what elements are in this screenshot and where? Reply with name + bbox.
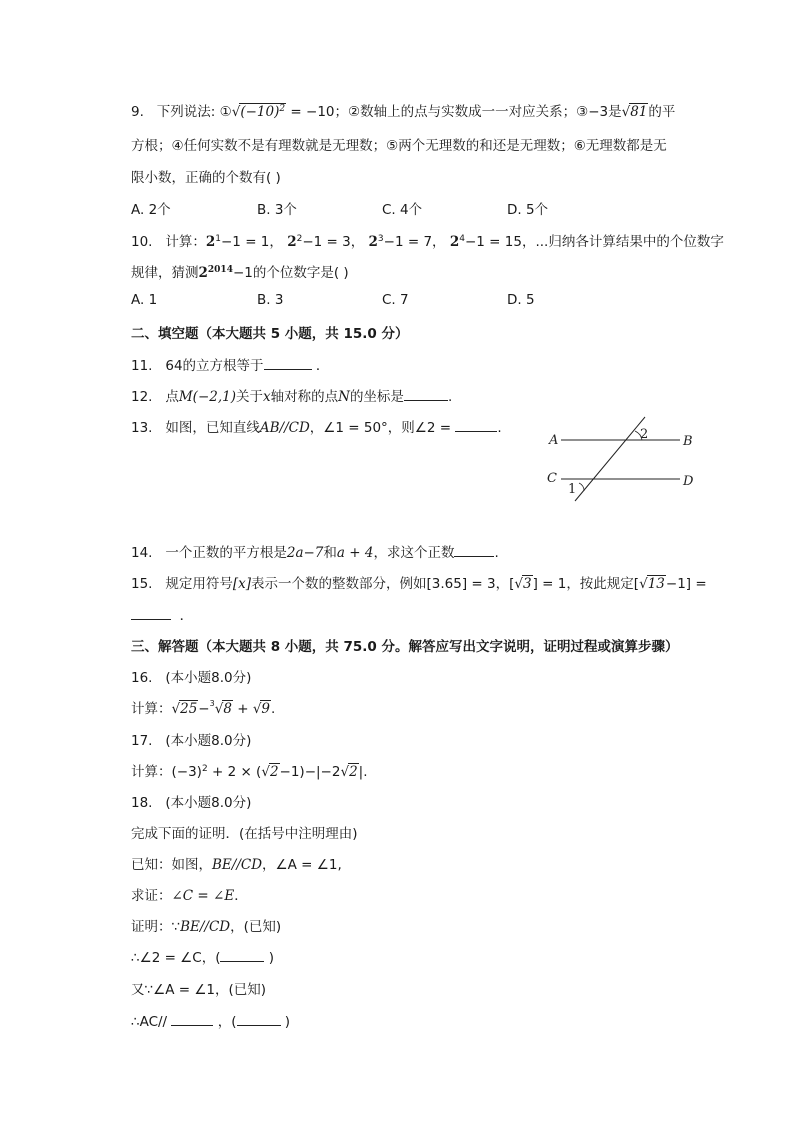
q15-line-1: 15. 规定用符号[x]表示一个数的整数部分，例如[3.65] = 3，[√3] = 1，按此规定[√13−1] = [131, 576, 707, 592]
q18-reason-blank-2 [237, 1013, 281, 1026]
q12: 12. 点M(−2,1)关于x轴对称的点N的坐标是 . [131, 389, 453, 405]
q18-parallel-blank [171, 1013, 213, 1026]
q16-body: 计算：√25−$^3$√8 + √9. [131, 699, 276, 717]
q10-option-b: B. 3 [257, 292, 284, 308]
q9-option-d: D. 5个 [507, 202, 549, 218]
q9-line-1: 9. 下列说法: $①√(-10)^2 = -10$；②数轴上的点与实数成一一对应关系；③−3是√81的平 [131, 104, 676, 120]
q17-body: 计算：$(-3)^2 + 2 \times (√2-1)-|-2√2|$. [131, 764, 368, 780]
q18-line-2: 已知：如图，BE//CD，∠A = ∠1, [131, 857, 342, 873]
radical-minus-ten: $(-10)^2$ [240, 104, 286, 120]
label-angle-1: 1 [568, 482, 577, 497]
q11: 11. 64的立方根等于 ． [131, 358, 330, 374]
q14-answer-blank [454, 544, 494, 557]
q16-header: 16. (本小题8.0分) [131, 670, 252, 686]
q9-option-c: C. 4个 [382, 202, 423, 218]
q18-line-5: ∴∠2 = ∠C，( ) [131, 950, 275, 966]
q9-option-a: A. 2个 [131, 202, 171, 218]
angle-1-arc [579, 483, 584, 491]
q17-header: 17. (本小题8.0分) [131, 733, 252, 749]
label-c: C [547, 471, 557, 486]
section-heading-solve: 三、解答题（本大题共 8 小题，共 75.0 分。解答应写出文字说明，证明过程或演算步骤） [131, 639, 679, 655]
label-a: A [549, 433, 559, 448]
q10-option-d: D. 5 [507, 292, 535, 308]
q10-option-c: C. 7 [382, 292, 409, 308]
q18-reason-blank-1 [220, 949, 264, 962]
section-heading-fill-in: 二、填空题（本大题共 5 小题，共 15.0 分） [131, 326, 409, 342]
q15-line-2: ． [131, 604, 193, 624]
q14: 14. 一个正数的平方根是2a−7和a + 4，求这个正数 . [131, 545, 499, 561]
q13: 13. 如图，已知直线AB//CD，∠1 = 50°，则∠2 = . [131, 420, 502, 436]
q15-answer-blank [131, 607, 171, 620]
q9-option-b: B. 3个 [257, 202, 297, 218]
q10-line-1: 10. 计算：$2^1-1 = 1$， $2^2-1 = 3$， $2^3-1 = 7$， $2^4-1 = 15$，...归纳各计算结果中的个位数字 [131, 234, 724, 250]
q12-answer-blank [404, 388, 448, 401]
q11-answer-blank [264, 357, 312, 370]
q18-line-7: ∴AC// ，( ) [131, 1014, 291, 1030]
q9-line-3: 限小数，正确的个数有( ) [131, 170, 281, 186]
q18-line-6: 又∵∠A = ∠1，(已知) [131, 982, 267, 998]
q10-line-2: 规律，猜测$2^{2014}-1$的个位数字是( ) [131, 265, 349, 281]
parallel-lines-figure [543, 413, 703, 508]
q18-line-1: 完成下面的证明．(在括号中注明理由) [131, 826, 358, 842]
q18-line-4: 证明：∵BE//CD，(已知) [131, 919, 282, 935]
q10-option-a: A. 1 [131, 292, 158, 308]
transversal [575, 417, 645, 501]
q10-number: 10. [131, 234, 153, 250]
radical-81: 81 [630, 104, 648, 120]
label-b: B [683, 434, 693, 449]
q13-answer-blank [455, 419, 497, 432]
q18-line-3: 求证：∠C = ∠E． [131, 888, 248, 904]
label-angle-2: 2 [640, 427, 649, 442]
q9-line-2: 方根；④任何实数不是有理数就是无理数；⑤两个无理数的和还是无理数；⑥无理数都是无 [131, 138, 667, 154]
q9-number: 9. [131, 104, 144, 120]
label-d: D [683, 474, 694, 489]
q18-header: 18. (本小题8.0分) [131, 795, 252, 811]
